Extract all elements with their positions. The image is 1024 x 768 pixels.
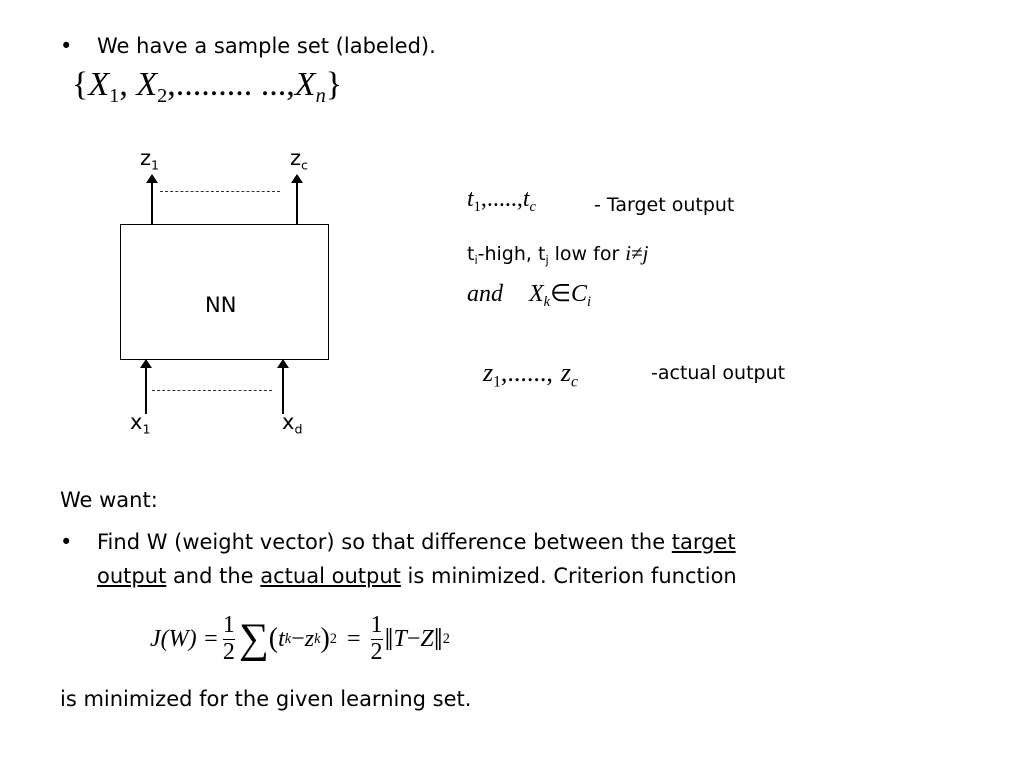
x1-subscript: 1 (109, 85, 120, 108)
input-arrowhead-last (277, 359, 289, 368)
nn-box (120, 224, 329, 360)
fraction-half-2: $\frac{1}{2}$ (370, 612, 383, 665)
target-underlined: target (671, 530, 736, 554)
input-label-first: $x_1$ (130, 410, 151, 437)
want-line-1: Find W (weight vector) so that difference between the target (97, 530, 736, 554)
actual-formula: $z_1$,......, $z_c$ (483, 358, 578, 391)
output-arrow-last (296, 180, 298, 224)
input-arrowhead-first (140, 359, 152, 368)
high-low-line: $t_i$-high, $t_j$ low for i≠j (467, 241, 649, 267)
ellipsis: ,......... ..., (167, 66, 295, 103)
output-arrowhead-first (146, 174, 158, 183)
we-want-heading: We want: (60, 488, 158, 512)
bullet-2: • (60, 530, 73, 554)
output-label-first: $z_1$ (140, 146, 160, 173)
x2-subscript: 2 (157, 85, 168, 108)
formula-lhs: J(W) = (150, 625, 219, 652)
sum-symbol: ∑ (238, 616, 269, 662)
sample-set-formula (72, 66, 342, 108)
want-line-2: output and the actual output is minimized. Criterion function (97, 564, 737, 588)
x2-symbol: X (136, 66, 158, 103)
criterion-formula: J(W) = $\frac{1}{2}$ ∑ ( t k − z k ) 2 = $\frac{1}{2}$ ‖ T − Z ‖ 2 (150, 612, 450, 665)
class-membership-formula: and $X_k\in C_i$ (467, 281, 591, 311)
output-dashed-line (160, 191, 280, 192)
output-underlined: output (97, 564, 167, 588)
input-label-last: $x_d$ (282, 410, 303, 437)
xn-subscript: n (315, 85, 326, 108)
output-arrowhead-last (291, 174, 303, 183)
actual-output-label: -actual output (651, 362, 786, 384)
input-arrow-first (145, 366, 147, 414)
fraction-half-1: $\frac{1}{2}$ (222, 612, 235, 665)
set-open-brace: { (72, 66, 89, 103)
separator: , (119, 66, 137, 103)
target-formula: $t_1,.....,t_c$ (467, 186, 536, 216)
x1-symbol: X (88, 66, 110, 103)
input-arrow-last (282, 366, 284, 414)
set-close-brace: } (325, 66, 343, 103)
nn-label: NN (205, 293, 237, 317)
intro-text: We have a sample set (labeled). (97, 34, 436, 58)
output-arrow-first (151, 180, 153, 224)
output-label-last: $z_c$ (290, 146, 308, 173)
closing-text: is minimized for the given learning set. (60, 687, 472, 711)
bullet-1: • (60, 34, 73, 58)
input-dashed-line (152, 390, 272, 391)
target-output-label: - Target output (594, 194, 735, 216)
xn-symbol: X (294, 66, 316, 103)
actual-output-underlined: actual output (260, 564, 401, 588)
